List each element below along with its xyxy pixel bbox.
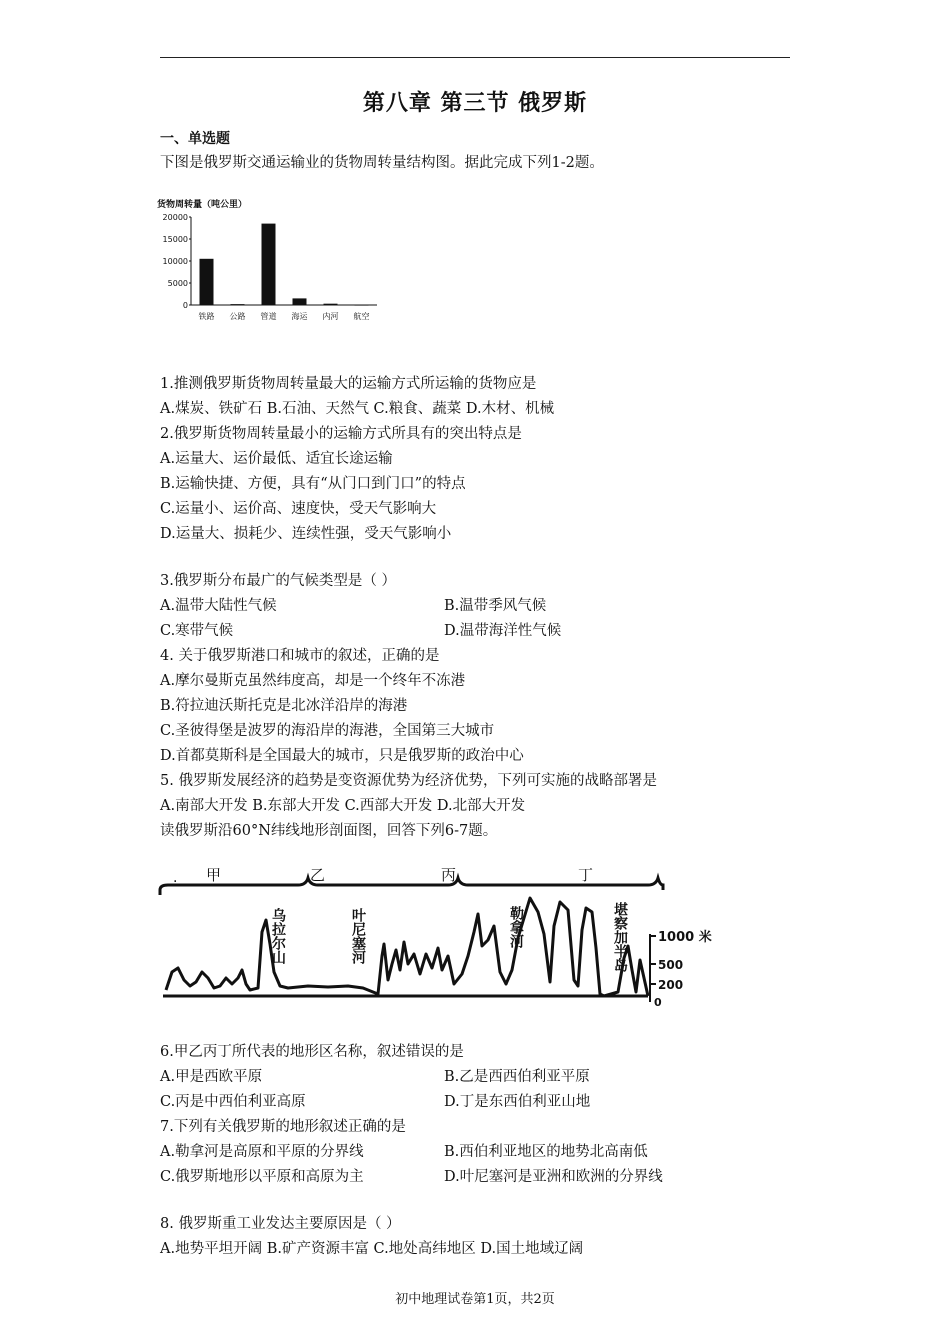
y-tick-label: 15000 [162,235,188,244]
x-label-5: 航空 [353,312,370,321]
bar-0 [200,259,214,305]
q7-option-d: D.叶尼塞河是亚洲和欧洲的分界线 [444,1169,663,1185]
label-lena: 勒拿河 [508,906,524,948]
label-ural: 乌拉尔山 [270,908,286,964]
freight-chart [155,195,385,325]
x-label-4: 内河 [322,312,339,321]
q7-option-a: A.勒拿河是高原和平原的分界线 [160,1144,364,1160]
q4-option-c: C.圣彼得堡是波罗的海沿岸的海港，全国第三大城市 [160,723,495,739]
chart-title: 货物周转量（吨公里） [157,200,248,210]
q6-option-a: A.甲是西欧平原 [160,1069,263,1085]
q4-stem: 4. 关于俄罗斯港口和城市的叙述，正确的是 [160,648,440,664]
terrain-line [166,898,648,996]
y-tick-label: 5000 [167,279,188,288]
q6-option-c: C.丙是中西伯利亚高原 [160,1094,306,1110]
x-label-2: 管道 [260,312,277,321]
scale-500: 500 [658,958,684,972]
q4-option-a: A.摩尔曼斯克虽然纬度高，却是一个终年不冻港 [160,673,466,689]
q2-option-c: C.运量小、运价高、速度快，受天气影响大 [160,501,437,517]
x-label-3: 海运 [291,312,308,321]
page-title: 第八章 第三节 俄罗斯 [362,91,588,116]
q2-option-d: D.运量大、损耗少、连续性强，受天气影响小 [160,526,452,542]
q3-option-a: A.温带大陆性气候 [160,598,277,614]
q3-option-b: B.温带季风气候 [444,598,547,614]
q5-stem: 5. 俄罗斯发展经济的趋势是变资源优势为经济优势，下列可实施的战略部署是 [160,773,657,789]
page-footer: 初中地理试卷第1页，共2页 [395,1292,555,1307]
x-label-0: 铁路 [198,312,215,321]
y-ticks [163,213,191,310]
q4-option-b: B.符拉迪沃斯托克是北冰洋沿岸的海港 [160,698,408,714]
scale-200: 200 [658,978,684,992]
section-heading: 一、单选题 [160,131,230,147]
q7-stem: 7.下列有关俄罗斯的地形叙述正确的是 [160,1119,406,1135]
region-jia: 甲 [206,866,222,884]
bar-1 [231,304,245,305]
region-ding: 丁 [578,866,594,884]
bar-3 [293,298,307,305]
q3-stem: 3.俄罗斯分布最广的气候类型是（ ） [160,573,396,589]
scale-0: 0 [654,996,662,1009]
q2-option-a: A.运量大、运价最低、适宜长途运输 [160,451,393,467]
intro-6-7: 读俄罗斯沿60°N纬线地形剖面图，回答下列6-7题。 [160,823,498,839]
scale-1000: 1000 米 [658,930,712,945]
q4-option-d: D.首都莫斯科是全国最大的城市，只是俄罗斯的政治中心 [160,748,524,764]
y-tick-label: 0 [182,301,188,310]
q3-option-d: D.温带海洋性气候 [444,623,562,639]
q8-stem: 8. 俄罗斯重工业发达主要原因是（ ） [160,1216,401,1232]
q5-options: A.南部大开发 B.东部大开发 C.西部大开发 D.北部大开发 [160,798,526,814]
y-tick-label: 10000 [162,257,188,266]
bar-2 [262,224,276,305]
intro-1-2: 下图是俄罗斯交通运输业的货物周转量结构图。据此完成下列1-2题。 [160,155,604,171]
q1-options: A.煤炭、铁矿石 B.石油、天然气 C.粮食、蔬菜 D.木材、机械 [160,401,555,417]
label-yenisei: 叶尼塞河 [350,908,366,964]
q8-options: A.地势平坦开阔 B.矿产资源丰富 C.地处高纬地区 D.国土地域辽阔 [160,1241,584,1257]
q3-option-c: C.寒带气候 [160,623,234,639]
q6-option-b: B.乙是西西伯利亚平原 [444,1069,590,1085]
q6-option-d: D.丁是东西伯利亚山地 [444,1094,591,1110]
bar-5 [355,305,369,306]
q2-option-b: B.运输快捷、方便，具有“从门口到门口”的特点 [160,476,466,492]
q7-option-b: B.西伯利亚地区的地势北高南低 [444,1144,648,1160]
x-label-1: 公路 [229,312,246,321]
bar-4 [324,304,338,305]
label-kamchatka: 堪察加半岛 [612,902,628,972]
region-yi: 乙 [310,866,326,884]
region-bing: 丙 [441,866,457,884]
q7-option-c: C.俄罗斯地形以平原和高原为主 [160,1169,364,1185]
region-dot: . [173,870,178,886]
terrain-profile [158,860,718,1010]
q6-stem: 6.甲乙丙丁所代表的地形区名称，叙述错误的是 [160,1044,464,1060]
q2-stem: 2.俄罗斯货物周转量最小的运输方式所具有的突出特点是 [160,426,522,442]
top-rule [160,57,790,58]
q1-stem: 1.推测俄罗斯货物周转量最大的运输方式所运输的货物应是 [160,376,537,392]
y-tick-label: 20000 [162,213,188,222]
